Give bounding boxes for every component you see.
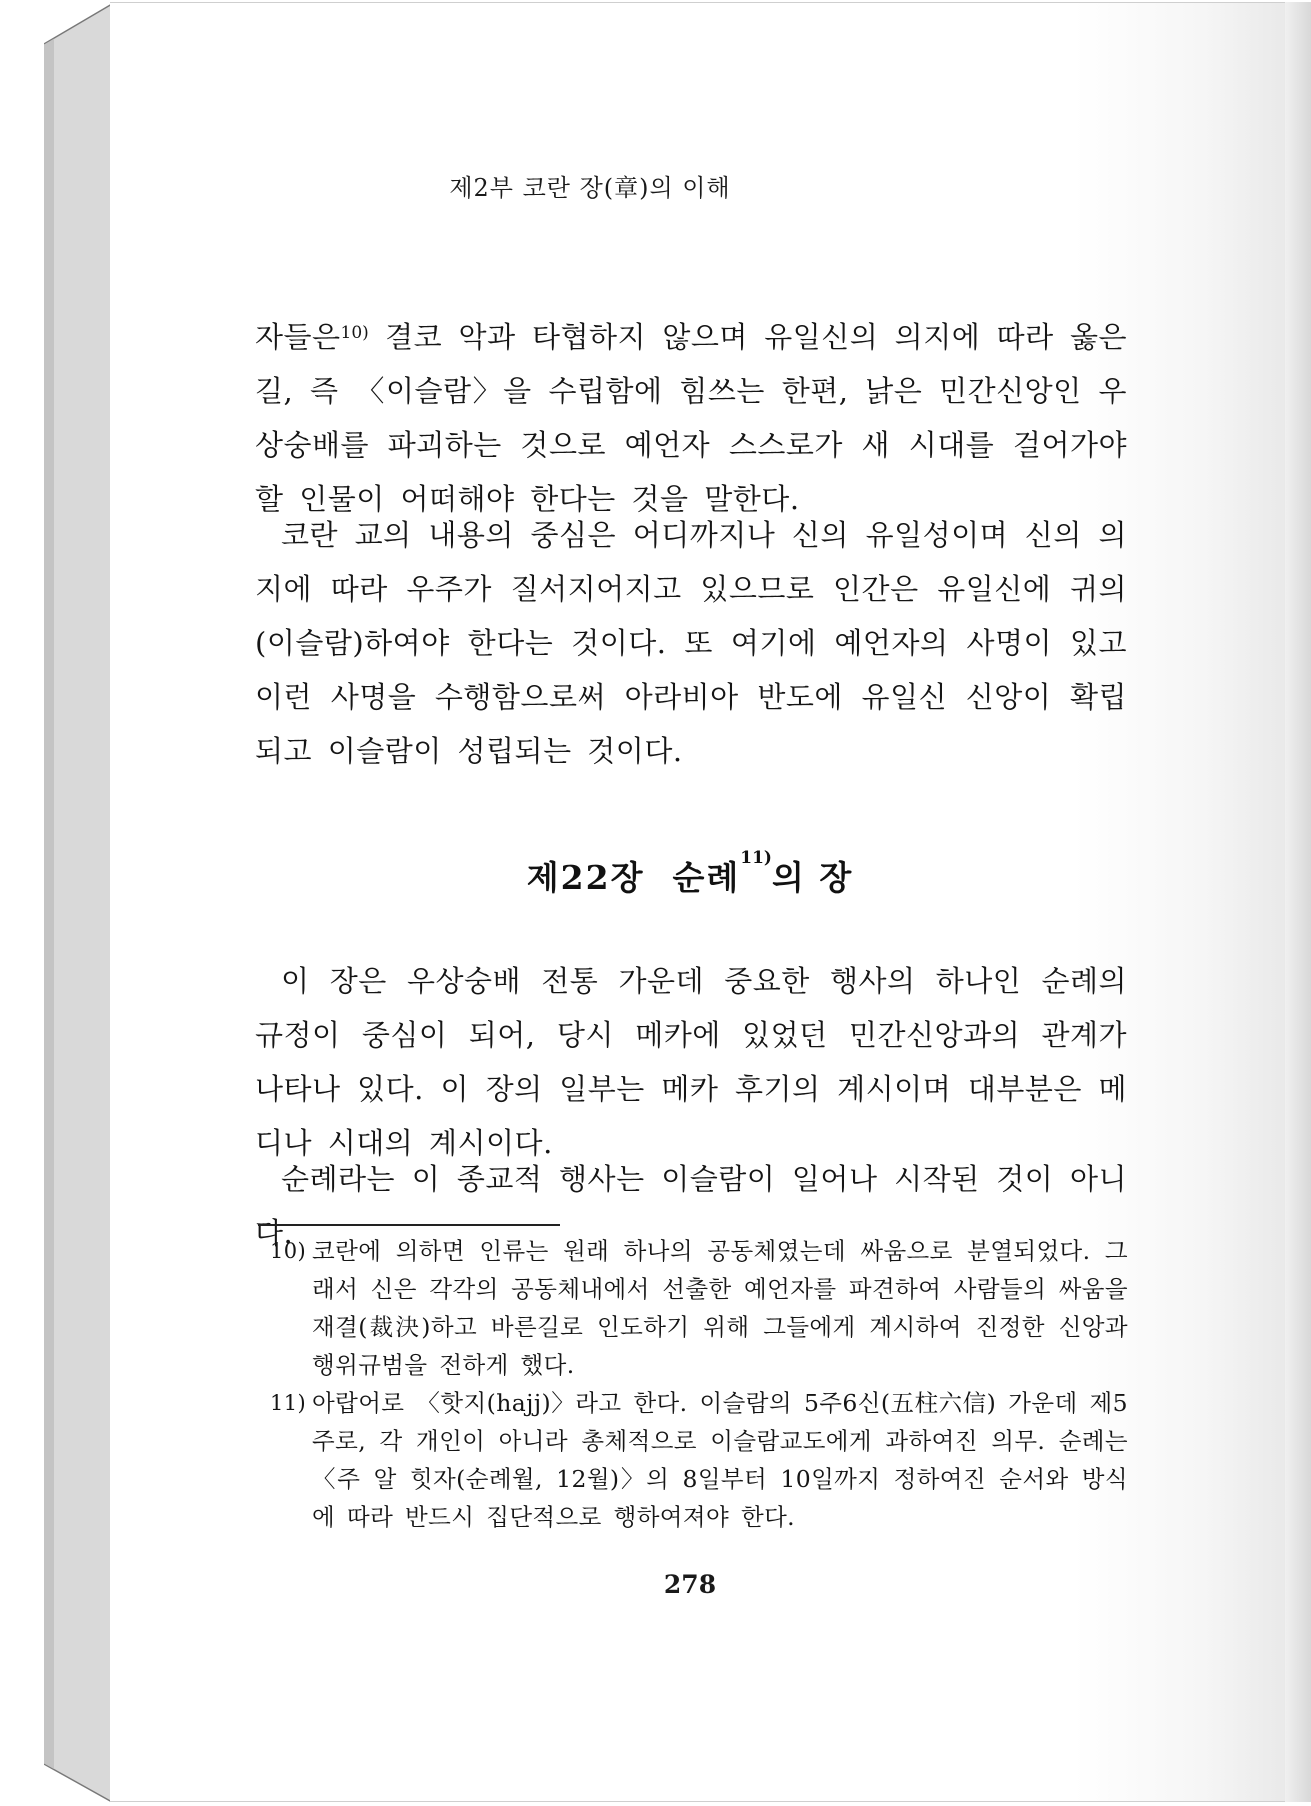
footnote-ref-10: 10): [340, 323, 369, 343]
paragraph-1-rest: 결코 악과 타협하지 않으며 유일신의 의지에 따라 옳은 길, 즉 〈이슬람〉을 수립함에 힘쓰는 한편, 낡은 민간신앙인 우상숭배를 파괴하는 것으로 예언자 스스로가 새 시대를 걸어가야 할 인물이 어떠해야 한다는 것을 말한다.: [255, 320, 1127, 516]
footnote-text: 코란에 의하면 인류는 원래 하나의 공동체였는데 싸움으로 분열되었다. 그래서 신은 각각의 공동체내에서 선출한 예언자를 파견하여 사람들의 싸움을 재결(裁決)하고 바른길로 인도하기 위해 그들에게 계시하여 진정한 신앙과 행위규범을 전하게 했다.: [312, 1237, 1128, 1379]
paragraph-4: 순례라는 이 종교적 행사는 이슬람이 일어나 시작된 것이 아니다.: [255, 1162, 1127, 1250]
chapter-title: [400, 848, 980, 899]
footnote-11: [270, 1384, 1128, 1536]
paragraph-3: 이 장은 우상숭배 전통 가운데 중요한 행사의 하나인 순례의 규정이 중심이 되어, 당시 메카에 있었던 민간신앙과의 관계가 나타나 있다. 이 장의 일부는 메카 후기의 계시이며 대부분은 메디나 시대의 계시이다.: [255, 964, 1127, 1160]
page-right-edge: [1285, 2, 1311, 1802]
paragraph-1: [255, 310, 1127, 526]
page-number: 278: [663, 1570, 717, 1599]
footnote-number: 10): [270, 1239, 307, 1263]
book-spine-graphic: [44, 4, 112, 1802]
footnote-10: [270, 1232, 1128, 1384]
paragraph-2: 코란 교의 내용의 중심은 어디까지나 신의 유일성이며 신의 의지에 따라 우주가 질서지어지고 있으므로 인간은 유일신에 귀의(이슬람)하여야 한다는 것이다. 또 여기에 예언자의 사명이 있고 이런 사명을 수행함으로써 아라비아 반도에 유일신 신앙이 확립되고 이슬람이 성립되는 것이다.: [255, 518, 1127, 768]
book-spine-edge: [44, 4, 112, 1802]
chapter-number: 제22장: [526, 858, 645, 897]
running-head: 제2부 코란 장(章)의 이해: [449, 174, 731, 202]
footnote-text: 아랍어로 〈핫지(hajj)〉라고 한다. 이슬람의 5주6신(五柱六信) 가운데 제5주로, 각 개인이 아니라 총체적으로 이슬람교도에게 과하여진 의무. 순례는 〈주 알 힛자(순례월, 12월)〉의 8일부터 10일까지 정하여진 순서와 방식에 따라 반드시 집단적으로 행하여져야 한다.: [312, 1389, 1128, 1531]
footnote-divider: [258, 1224, 560, 1226]
footnote-number: 11): [270, 1391, 307, 1415]
paragraph-1-start: 자들은: [255, 320, 341, 354]
footnotes: [270, 1232, 1128, 1536]
footnote-ref-11: 11): [740, 848, 772, 868]
chapter-name: 순례: [672, 858, 741, 897]
chapter-name-suffix: 의 장: [771, 858, 854, 897]
